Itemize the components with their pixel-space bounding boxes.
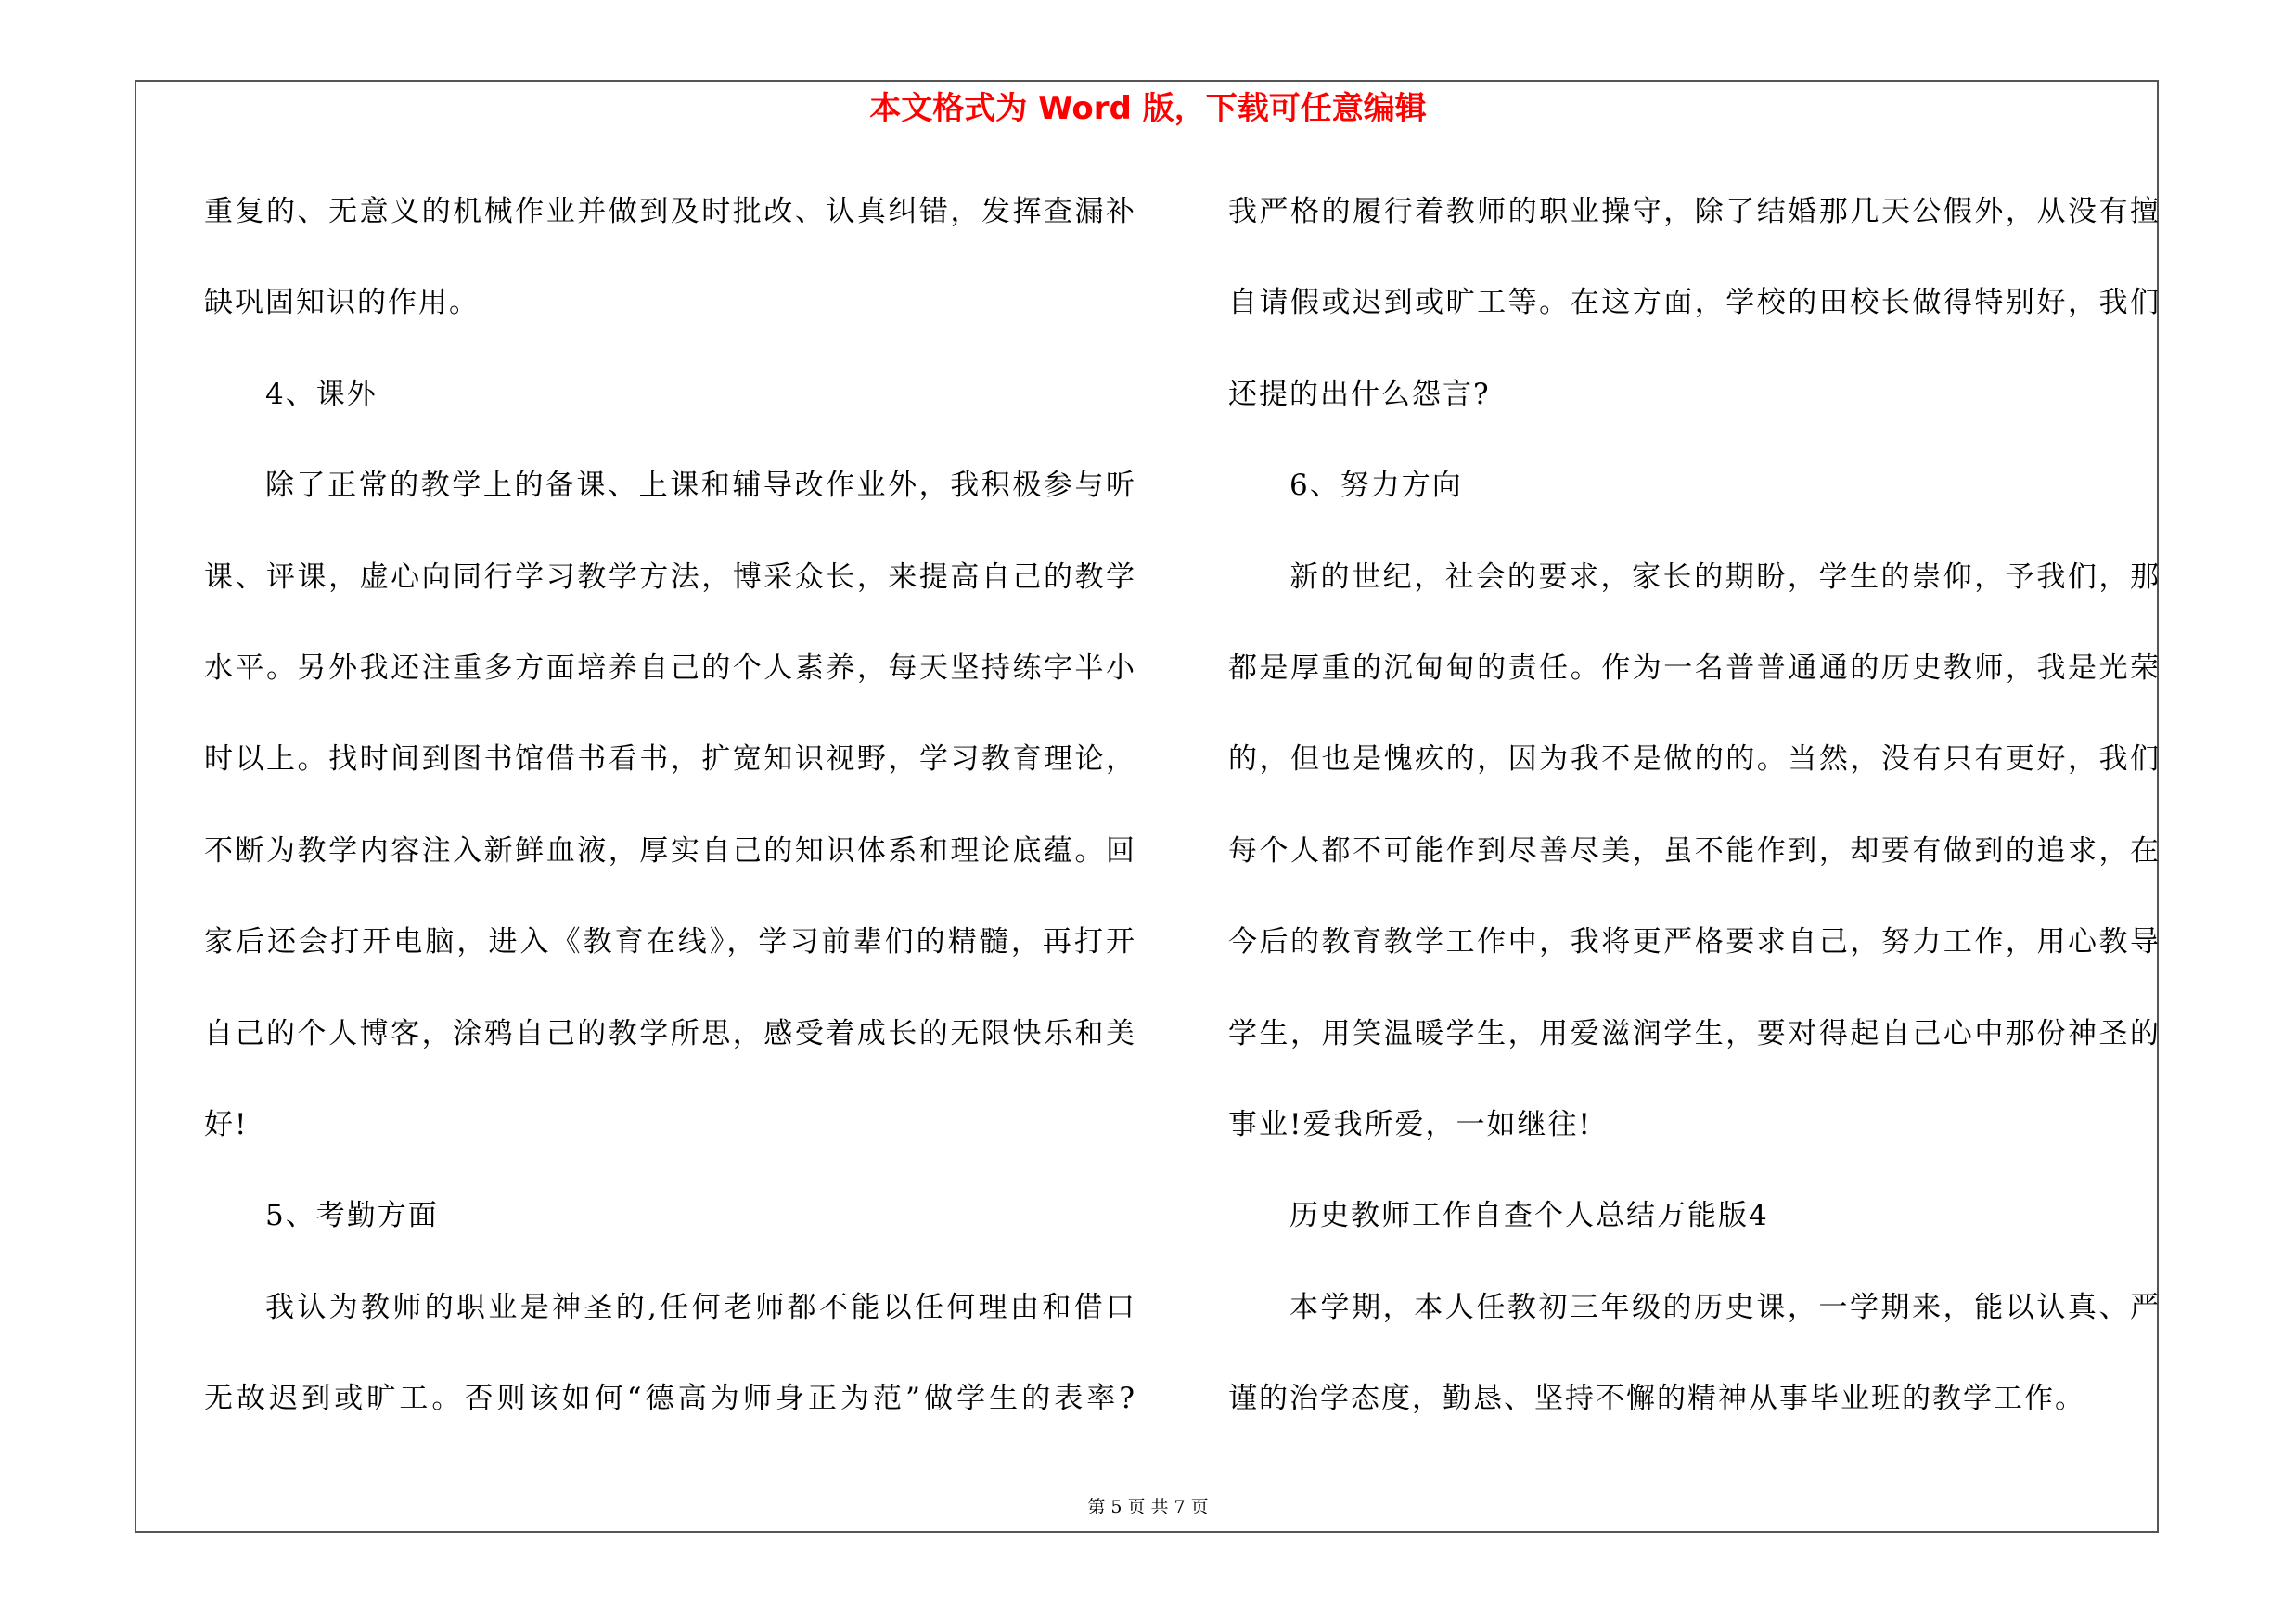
paragraph-line: 无故迟到或旷工。否则该如何“德高为师身正为范”做学生的表率?: [204, 1382, 1136, 1416]
paragraph-line: 我严格的履行着教师的职业操守，除了结婚那几天公假外，从没有擅: [1228, 195, 2161, 228]
paragraph-line: 事业!爱我所爱，一如继往!: [1228, 1107, 1592, 1141]
paragraph-line: 水平。另外我还注重多方面培养自己的个人素养，每天坚持练字半小: [204, 650, 1136, 685]
section-heading: 6、努力方向: [1289, 469, 1463, 503]
paragraph-line: 缺巩固知识的作用。: [204, 286, 480, 320]
paragraph-line: 课、评课，虚心向同行学习教学方法，博采众长，来提高自己的教学: [204, 560, 1136, 594]
section-heading: 5、考勤方面: [265, 1199, 439, 1233]
paragraph-line: 的，但也是愧疚的，因为我不是做的的。当然，没有只有更好，我们: [1228, 742, 2161, 777]
page-number-footer: 第 5 页 共 7 页: [1087, 1497, 1209, 1517]
paragraph-line: 自己的个人博客，涂鸦自己的教学所思，感受着成长的无限快乐和美: [204, 1016, 1136, 1050]
paragraph-line: 谨的治学态度，勤恳、坚持不懈的精神从事毕业班的教学工作。: [1228, 1382, 2085, 1416]
paragraph-line: 都是厚重的沉甸甸的责任。作为一名普普通通的历史教师，我是光荣: [1228, 650, 2161, 685]
section-heading: 历史教师工作自查个人总结万能版4: [1289, 1199, 1769, 1233]
paragraph-line: 新的世纪，社会的要求，家长的期盼，学生的崇仰，予我们，那: [1289, 560, 2161, 594]
paragraph-line: 今后的教育教学工作中，我将更严格要求自己，努力工作，用心教导: [1228, 925, 2161, 960]
paragraph-line: 本学期，本人任教初三年级的历史课，一学期来，能以认真、严: [1289, 1290, 2161, 1324]
paragraph-line: 自请假或迟到或旷工等。在这方面，学校的田校长做得特别好，我们: [1228, 286, 2161, 320]
paragraph-line: 学生，用笑温暖学生，用爱滋润学生，要对得起自己心中那份神圣的: [1228, 1016, 2161, 1050]
left-text-column: [204, 184, 1136, 1462]
paragraph-line: 还提的出什么怨言?: [1228, 377, 1491, 411]
paragraph-line: 重复的、无意义的机械作业并做到及时批改、认真纠错，发挥查漏补: [204, 195, 1136, 228]
paragraph-line: 家后还会打开电脑，进入《教育在线》，学习前辈们的精髓，再打开: [204, 925, 1136, 960]
paragraph-line: 除了正常的教学上的备课、上课和辅导改作业外，我积极参与听: [265, 469, 1136, 503]
paragraph-line: 每个人都不可能作到尽善尽美，虽不能作到，却要有做到的追求，在: [1228, 833, 2161, 868]
paragraph-line: 不断为教学内容注入新鲜血液，厚实自己的知识体系和理论底蕴。回: [204, 833, 1136, 868]
paragraph-line: 时以上。找时间到图书馆借书看书，扩宽知识视野，学习教育理论，: [204, 742, 1136, 777]
section-heading: 4、课外: [265, 377, 378, 411]
paragraph-line: 我认为教师的职业是神圣的,任何老师都不能以任何理由和借口: [265, 1290, 1136, 1324]
paragraph-line: 好!: [204, 1107, 249, 1141]
page-header-notice: 本文格式为 Word 版，下载可任意编辑: [869, 90, 1427, 127]
right-text-column: [1228, 184, 2161, 1462]
